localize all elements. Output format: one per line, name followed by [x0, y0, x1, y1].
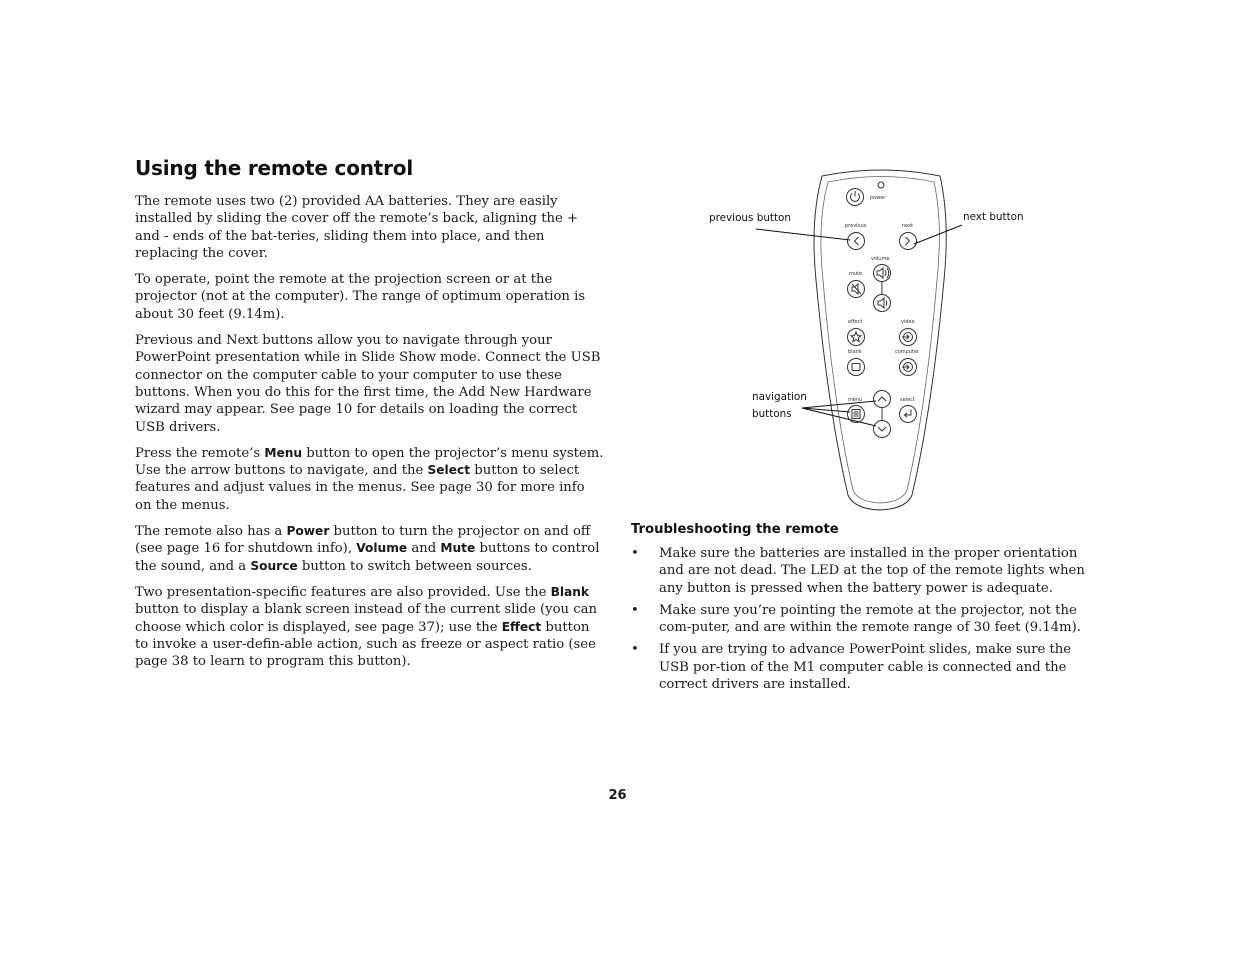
callout-navigation: navigation: [752, 391, 807, 403]
text-run: button to invoke a user-defin-able action, such as freeze or aspect ratio (see page 38 to learn to program this button).: [135, 619, 596, 670]
body-text: [135, 193, 605, 679]
text-run: The remote also has a: [135, 524, 287, 540]
enter-arrow-icon: [900, 406, 917, 423]
keyword-mute: Mute: [440, 541, 476, 556]
troubleshooting-list: [631, 545, 1101, 698]
paragraph-blank-effect: [135, 584, 605, 670]
list-item: [631, 602, 1101, 637]
label-volume: volume: [871, 256, 890, 262]
list-item-text: Make sure the batteries are installed in the proper orientation and are not dead. The LED at the top of the remote lights when any button is pressed when the battery power is adequate.: [659, 546, 1085, 596]
bullet: •: [631, 546, 639, 561]
remote-control-figure: [700, 160, 1060, 520]
paragraph-previous-next: Previous and Next buttons allow you to navigate through your PowerPoint presentation while in Slide Show mode. Connect the USB connector on the computer cable to your computer to use these buttons. When you do this for the first time, the Add New Hardware wizard may appear. See page 10 for details on loading the correct USB drivers.: [135, 333, 601, 435]
callout-next-button: next button: [963, 211, 1024, 223]
paragraph-menu: [135, 445, 605, 514]
remote-inner-outline: [821, 177, 940, 504]
label-menu: menu: [848, 397, 863, 403]
label-blank: blank: [848, 349, 862, 355]
text-run: button to select features and adjust values in the menus. See page 30 for more info on the menus.: [135, 463, 585, 513]
callout-navigation-buttons: buttons: [752, 408, 792, 420]
remote-outline: [814, 170, 946, 510]
keyword-power: Power: [286, 524, 330, 539]
text-run: buttons to control the sound, and a: [135, 541, 600, 574]
list-item-text: Make sure you’re pointing the remote at the projector, not the com-puter, and are within the remote range of 30 feet (9.14m).: [659, 602, 1081, 636]
keyword-blank: Blank: [550, 584, 590, 599]
keyword-source: Source: [250, 558, 298, 573]
leader-line-next: [914, 225, 962, 244]
label-power: power: [870, 195, 886, 201]
text-run: button to open the projector’s menu system. Use the arrow buttons to navigate, and the: [135, 445, 604, 479]
label-previous: previous: [845, 223, 867, 229]
label-next: next: [902, 223, 914, 229]
paragraph-power: [135, 523, 605, 575]
chevron-left-icon: [848, 233, 865, 250]
callout-previous-button: previous button: [709, 212, 791, 224]
led-indicator: [878, 182, 884, 188]
bullet: •: [631, 602, 639, 618]
speaker-icon: [874, 295, 891, 312]
power-icon: [847, 189, 864, 206]
text-run: and: [407, 541, 441, 557]
text-run: Two presentation-specific features are also provided. Use the: [135, 584, 551, 600]
square-icon: [848, 359, 865, 376]
label-mute: mute: [849, 271, 863, 277]
text-run: button to display a blank screen instead of the current slide (you can choose which color is displayed, see page 37); use the: [135, 602, 597, 635]
text-run: button to switch between sources.: [297, 558, 532, 574]
bullet: •: [631, 642, 639, 658]
keyword-select: Select: [427, 463, 471, 478]
leader-line-nav-up: [802, 401, 876, 408]
chevron-right-icon: [900, 233, 917, 250]
list-item-text: If you are trying to advance PowerPoint slides, make sure the USB por-tion of the M1 computer cable is connected and the correct drivers are installed.: [659, 642, 1072, 693]
keyword-effect: Effect: [501, 619, 542, 634]
source-input-icon: [900, 329, 917, 346]
label-select: select: [900, 397, 915, 403]
paragraph-operation: To operate, point the remote at the projection screen or at the projector (not at the computer). The range of optimum operation is about 30 feet (9.14m).: [135, 272, 586, 322]
text-run: button to turn the projector on and off (see page 16 for shutdown info),: [135, 524, 591, 557]
keyword-volume: Volume: [356, 541, 408, 556]
source-input-icon: [900, 359, 917, 376]
keyword-menu: Menu: [264, 445, 303, 460]
chevron-up-icon: [874, 391, 891, 408]
label-effect: effect: [848, 319, 863, 325]
section-heading-troubleshooting: Troubleshooting the remote: [631, 522, 839, 537]
leader-line-previous: [756, 229, 850, 240]
chevron-down-icon: [874, 421, 891, 438]
star-icon: [848, 329, 865, 346]
paragraph-batteries: The remote uses two (2) provided AA batteries. They are easily installed by sliding the cover off the remote’s back, aligning the + and - ends of the bat-teries, sliding them into place, and then replacing the cover.: [135, 194, 579, 261]
text-run: Press the remote’s: [135, 445, 265, 461]
page-number: 26: [608, 788, 627, 803]
label-video: video: [901, 319, 915, 325]
speaker-mute-icon: [848, 281, 865, 298]
label-computer: computer: [895, 349, 920, 355]
page-title: Using the remote control: [135, 156, 413, 180]
list-item: [631, 641, 1101, 693]
list-item: [631, 545, 1101, 597]
speaker-loud-icon: [874, 265, 891, 282]
